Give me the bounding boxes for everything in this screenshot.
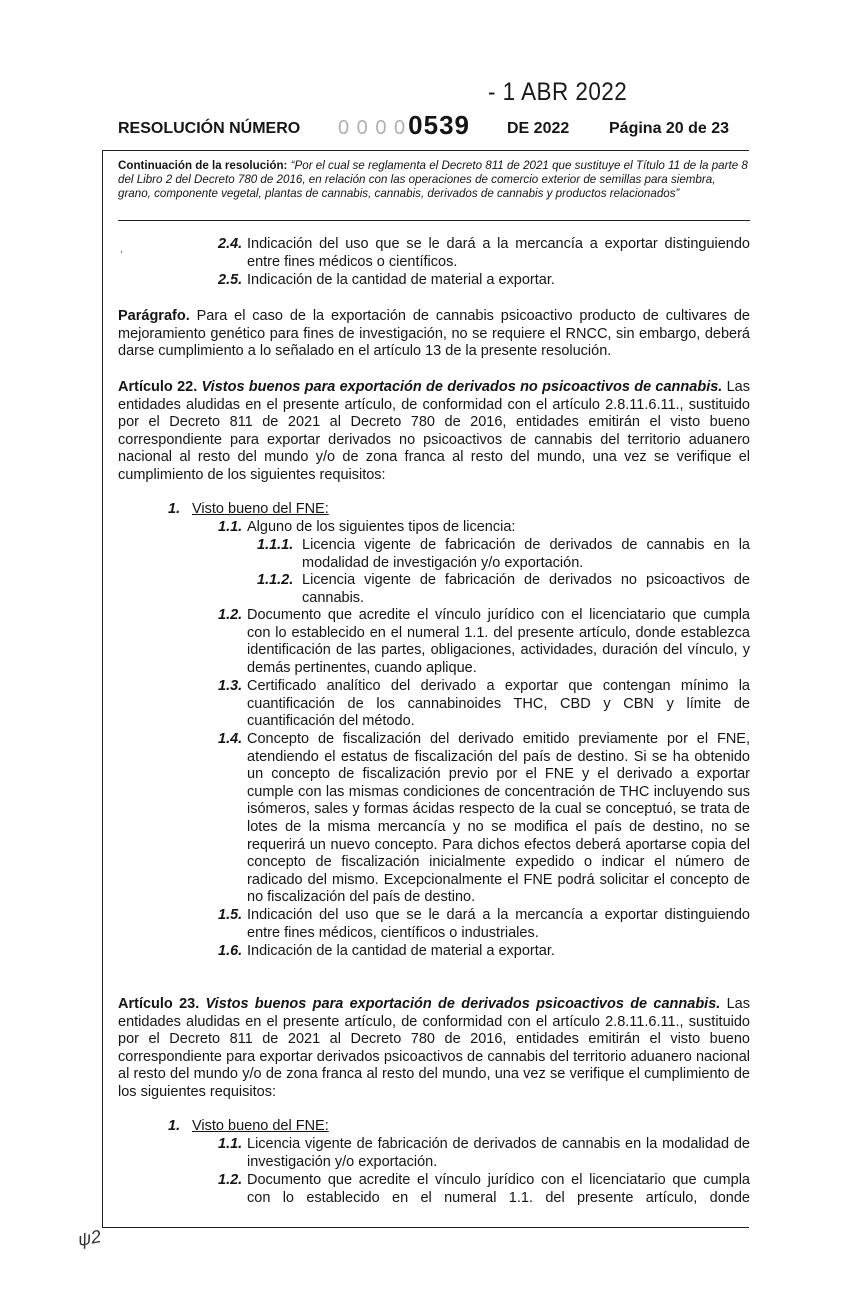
article-22-label: Artículo 22. <box>118 379 198 395</box>
date-stamp: - 1 ABR 2022 <box>488 78 628 106</box>
page-indicator: Página 20 de 23 <box>609 120 730 137</box>
article-23-title: Vistos buenos para exportación de derivados psicoactivos de cannabis. <box>205 996 721 1012</box>
art23-text-1-2: Documento que acredite el vínculo jurídico con el licenciatario que cumpla con lo establecido en el numeral 1.1. del presente artículo, donde <box>247 1172 750 1206</box>
art22-num-1-1: 1.1. <box>218 519 243 535</box>
art22-text-1-3: Certificado analítico del derivado a exportar que contengan mínimo la cuantificación de los cannabinoides THC, CBD y CBN y límite de cuantificación del método. <box>247 678 750 730</box>
art22-num-1-3: 1.3. <box>218 678 243 694</box>
art22-text-1-4: Concepto de fiscalización del derivado emitido previamente por el FNE, atendiendo el estatus de fiscalización del país de destino. Si se ha obtenido un concepto de fiscalización previo por el FNE y el derivado a exportar cumple con las mismas condiciones de concentración de THC incluyendo sus isómeros, sales y formas ácidas respecto de la cual se conceptuó, se trata de lotes de la misma mercancía y no se modifica el país de destino, no se requerirá un nuevo concepto. Para dichos efectos deberá aportarse copia del concepto de fiscalización inicialmente expedido o indicar el número de radicado del mismo. Excepcionalmente el FNE podrá solicitar el concepto de no fiscalización del país de destino. <box>247 731 750 906</box>
item-text-2-4: Indicación del uso que se le dará a la mercancía a exportar distinguiendo entre fines médicos o científicos. <box>247 236 750 270</box>
continuation-label: Continuación de la resolución: <box>118 159 288 172</box>
article-23-list-num: 1. <box>168 1118 181 1134</box>
art22-num-1-6: 1.6. <box>218 943 243 959</box>
art22-num-1-1-1: 1.1.1. <box>257 537 294 553</box>
item-num-2-4: 2.4. <box>218 236 243 252</box>
art22-text-1-2: Documento que acredite el vínculo jurídico con el licenciatario que cumpla con lo establecido en el numeral 1.1. del presente artículo, donde establezca identificación de las partes, obligaciones, actividades, duración del vínculo, y demás pertinentes, cuando aplique. <box>247 607 750 676</box>
resolution-number <box>338 110 470 141</box>
resolution-number-faint: 0 0 0 0 <box>338 117 407 139</box>
continuation-divider <box>118 220 750 221</box>
art23-num-1-1: 1.1. <box>218 1136 243 1152</box>
article-22-text: Las entidades aludidas en el presente artículo, de conformidad con el artículo 2.8.11.6.11., sustituido por el Decreto 811 de 2021 al Decreto 780 de 2016, entidades emitirán el visto bueno correspondiente para exportar derivados no psicoactivos de cannabis del territorio aduanero nacional al resto del mundo y/o de zona franca al resto del mundo, una vez se verifique el cumplimiento de los siguientes requisitos: <box>118 379 750 483</box>
item-text-2-5: Indicación de la cantidad de material a exportar. <box>247 272 555 288</box>
item-num-2-5: 2.5. <box>218 272 243 288</box>
resolution-number-value: 0539 <box>408 110 471 140</box>
resolution-label: RESOLUCIÓN NÚMERO <box>118 120 301 137</box>
margin-tick: , <box>120 244 123 255</box>
art22-num-1-2: 1.2. <box>218 607 243 623</box>
art23-num-1-2: 1.2. <box>218 1172 243 1188</box>
article-22-list-label: Visto bueno del FNE: <box>192 501 329 517</box>
article-23-list-label: Visto bueno del FNE: <box>192 1118 329 1134</box>
paragrafo-text: Para el caso de la exportación de cannabis psicoactivo producto de cultivares de mejoramiento genético para fines de investigación, no se requiere el RNCC, sin embargo, deberá darse cumplimiento a lo señalado en el artículo 13 de la presente resolución. <box>118 308 750 360</box>
article-23 <box>118 996 750 1102</box>
art23-text-1-1: Licencia vigente de fabricación de derivados de cannabis en la modalidad de investigación y/o exportación. <box>247 1136 750 1170</box>
article-23-text: Las entidades aludidas en el presente artículo, de conformidad con el artículo 2.8.11.6.11., sustituido por el Decreto 811 de 2021 al Decreto 780 de 2016, entidades emitirán el visto bueno correspondiente para exportar derivados psicoactivos de cannabis del territorio aduanero nacional al resto del mundo y/o de zona franca al resto del mundo, una vez se verifique el cumplimiento de los siguientes requisitos: <box>118 996 750 1100</box>
article-22-title: Vistos buenos para exportación de derivados no psicoactivos de cannabis. <box>201 379 723 395</box>
initials-mark: ψ2 <box>76 1226 103 1250</box>
paragrafo <box>118 308 750 361</box>
resolution-year: DE 2022 <box>507 120 570 137</box>
art22-text-1-1-2: Licencia vigente de fabricación de derivados no psicoactivos de cannabis. <box>302 572 750 606</box>
article-23-label: Artículo 23. <box>118 996 200 1012</box>
art22-num-1-5: 1.5. <box>218 907 243 923</box>
art22-text-1-5: Indicación del uso que se le dará a la mercancía a exportar distinguiendo entre fines médicos, científicos o industriales. <box>247 907 750 941</box>
art22-num-1-1-2: 1.1.2. <box>257 572 294 588</box>
art22-num-1-4: 1.4. <box>218 731 243 747</box>
art22-text-1-1: Alguno de los siguientes tipos de licencia: <box>247 519 516 535</box>
art22-text-1-1-1: Licencia vigente de fabricación de derivados de cannabis en la modalidad de investigación y/o exportación. <box>302 537 750 571</box>
article-22-list-num: 1. <box>168 501 181 517</box>
continuation-text: “Por el cual se reglamenta el Decreto 811 de 2021 que sustituye el Título 11 de la parte 8 del Libro 2 del Decreto 780 de 2016, en relación con las operaciones de comercio exterior de semillas para siembra, grano, componente vegetal, plantas de cannabis, cannabis, derivados de cannabis y productos relacionados” <box>118 159 748 201</box>
continuation-note <box>118 159 751 202</box>
art22-text-1-6: Indicación de la cantidad de material a exportar. <box>247 943 555 959</box>
article-22 <box>118 379 750 485</box>
paragrafo-label: Parágrafo. <box>118 308 190 324</box>
